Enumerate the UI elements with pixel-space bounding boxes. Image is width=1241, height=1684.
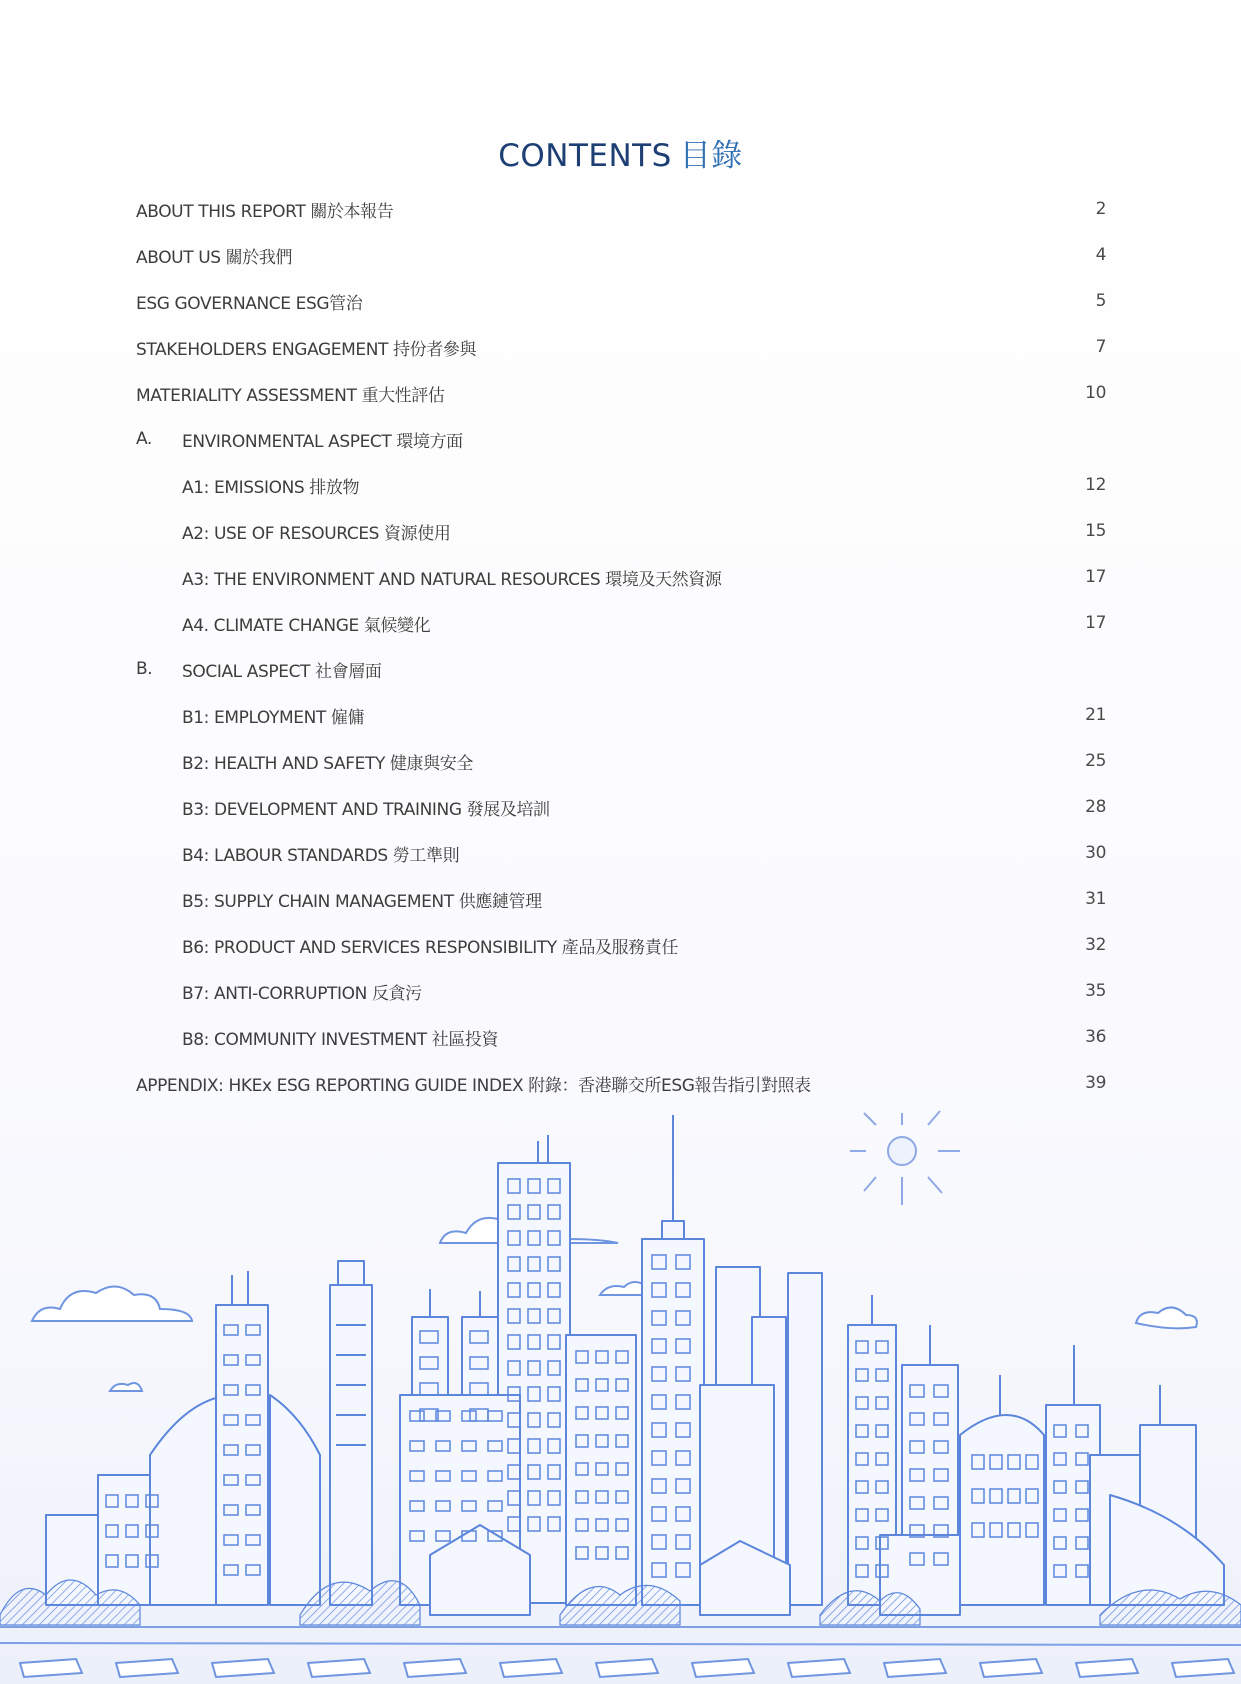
toc-entry[interactable] bbox=[136, 830, 1106, 876]
toc-entry[interactable] bbox=[136, 232, 1106, 278]
toc-page-number: 32 bbox=[1085, 935, 1106, 955]
toc-entry[interactable] bbox=[136, 554, 1106, 600]
toc-entry[interactable] bbox=[136, 324, 1106, 370]
toc-entry-label: STAKEHOLDERS ENGAGEMENT 持份者參與 bbox=[136, 339, 477, 360]
page-title-zh: 目錄 bbox=[679, 138, 743, 174]
toc-section-marker: B. bbox=[136, 659, 153, 679]
toc-entry[interactable] bbox=[136, 600, 1106, 646]
toc-page-number: 39 bbox=[1085, 1073, 1106, 1093]
toc-section-marker: A. bbox=[136, 429, 152, 449]
toc-entry[interactable] bbox=[136, 370, 1106, 416]
toc-page-number: 2 bbox=[1095, 199, 1106, 219]
toc-entry[interactable] bbox=[136, 922, 1106, 968]
toc-entry-label: A1: EMISSIONS 排放物 bbox=[182, 477, 360, 498]
toc-entry[interactable] bbox=[136, 646, 1106, 692]
toc-entry-label: B2: HEALTH AND SAFETY 健康與安全 bbox=[182, 753, 473, 774]
toc-entry-label: A4. CLIMATE CHANGE 氣候變化 bbox=[182, 615, 431, 636]
toc-entry[interactable] bbox=[136, 508, 1106, 554]
toc-entry[interactable] bbox=[136, 416, 1106, 462]
toc-entry[interactable] bbox=[136, 278, 1106, 324]
toc-page-number: 35 bbox=[1085, 981, 1106, 1001]
toc-page-number: 15 bbox=[1085, 521, 1106, 541]
toc-entry-label: B7: ANTI-CORRUPTION 反貪污 bbox=[182, 983, 422, 1004]
toc-page-number: 36 bbox=[1085, 1027, 1106, 1047]
toc-entry-label: MATERIALITY ASSESSMENT 重大性評估 bbox=[136, 385, 445, 406]
toc-entry[interactable] bbox=[136, 1014, 1106, 1060]
toc-entry[interactable] bbox=[136, 186, 1106, 232]
toc-entry[interactable] bbox=[136, 784, 1106, 830]
toc-page-number: 21 bbox=[1085, 705, 1106, 725]
toc-page-number: 31 bbox=[1085, 889, 1106, 909]
toc-page-number: 28 bbox=[1085, 797, 1106, 817]
table-of-contents bbox=[136, 186, 1106, 1106]
toc-entry[interactable] bbox=[136, 876, 1106, 922]
toc-page-number: 5 bbox=[1095, 291, 1106, 311]
toc-entry-label: B3: DEVELOPMENT AND TRAINING 發展及培訓 bbox=[182, 799, 550, 820]
toc-entry[interactable] bbox=[136, 968, 1106, 1014]
toc-entry[interactable] bbox=[136, 738, 1106, 784]
page-title bbox=[0, 134, 1241, 178]
toc-entry-label: ESG GOVERNANCE ESG管治 bbox=[136, 293, 363, 314]
toc-entry-label: B6: PRODUCT AND SERVICES RESPONSIBILITY 產品及服務責任 bbox=[182, 937, 678, 958]
toc-entry-label: APPENDIX: HKEx ESG REPORTING GUIDE INDEX 附錄：香港聯交所ESG報告指引對照表 bbox=[136, 1075, 811, 1096]
toc-entry-label: SOCIAL ASPECT 社會層面 bbox=[182, 661, 382, 682]
toc-entry-label: B8: COMMUNITY INVESTMENT 社區投資 bbox=[182, 1029, 499, 1050]
toc-entry-label: A2: USE OF RESOURCES 資源使用 bbox=[182, 523, 451, 544]
toc-entry-label: A3: THE ENVIRONMENT AND NATURAL RESOURCES 環境及天然資源 bbox=[182, 569, 722, 590]
toc-page-number: 17 bbox=[1085, 613, 1106, 633]
toc-page-number: 12 bbox=[1085, 475, 1106, 495]
toc-entry-label: B4: LABOUR STANDARDS 勞工準則 bbox=[182, 845, 460, 866]
toc-entry-label: ABOUT THIS REPORT 關於本報告 bbox=[136, 201, 394, 222]
toc-page-number: 4 bbox=[1095, 245, 1106, 265]
toc-page-number: 25 bbox=[1085, 751, 1106, 771]
toc-entry[interactable] bbox=[136, 692, 1106, 738]
toc-entry-label: B1: EMPLOYMENT 僱傭 bbox=[182, 707, 365, 728]
toc-page-number: 17 bbox=[1085, 567, 1106, 587]
city-skyline-illustration bbox=[0, 1095, 1241, 1684]
toc-page-number: 30 bbox=[1085, 843, 1106, 863]
toc-entry-label: B5: SUPPLY CHAIN MANAGEMENT 供應鏈管理 bbox=[182, 891, 542, 912]
toc-page-number: 10 bbox=[1085, 383, 1106, 403]
toc-entry[interactable] bbox=[136, 462, 1106, 508]
toc-entry-label: ABOUT US 關於我們 bbox=[136, 247, 293, 268]
page-title-en: CONTENTS bbox=[498, 138, 672, 174]
toc-page-number: 7 bbox=[1095, 337, 1106, 357]
toc-entry-label: ENVIRONMENTAL ASPECT 環境方面 bbox=[182, 431, 463, 452]
